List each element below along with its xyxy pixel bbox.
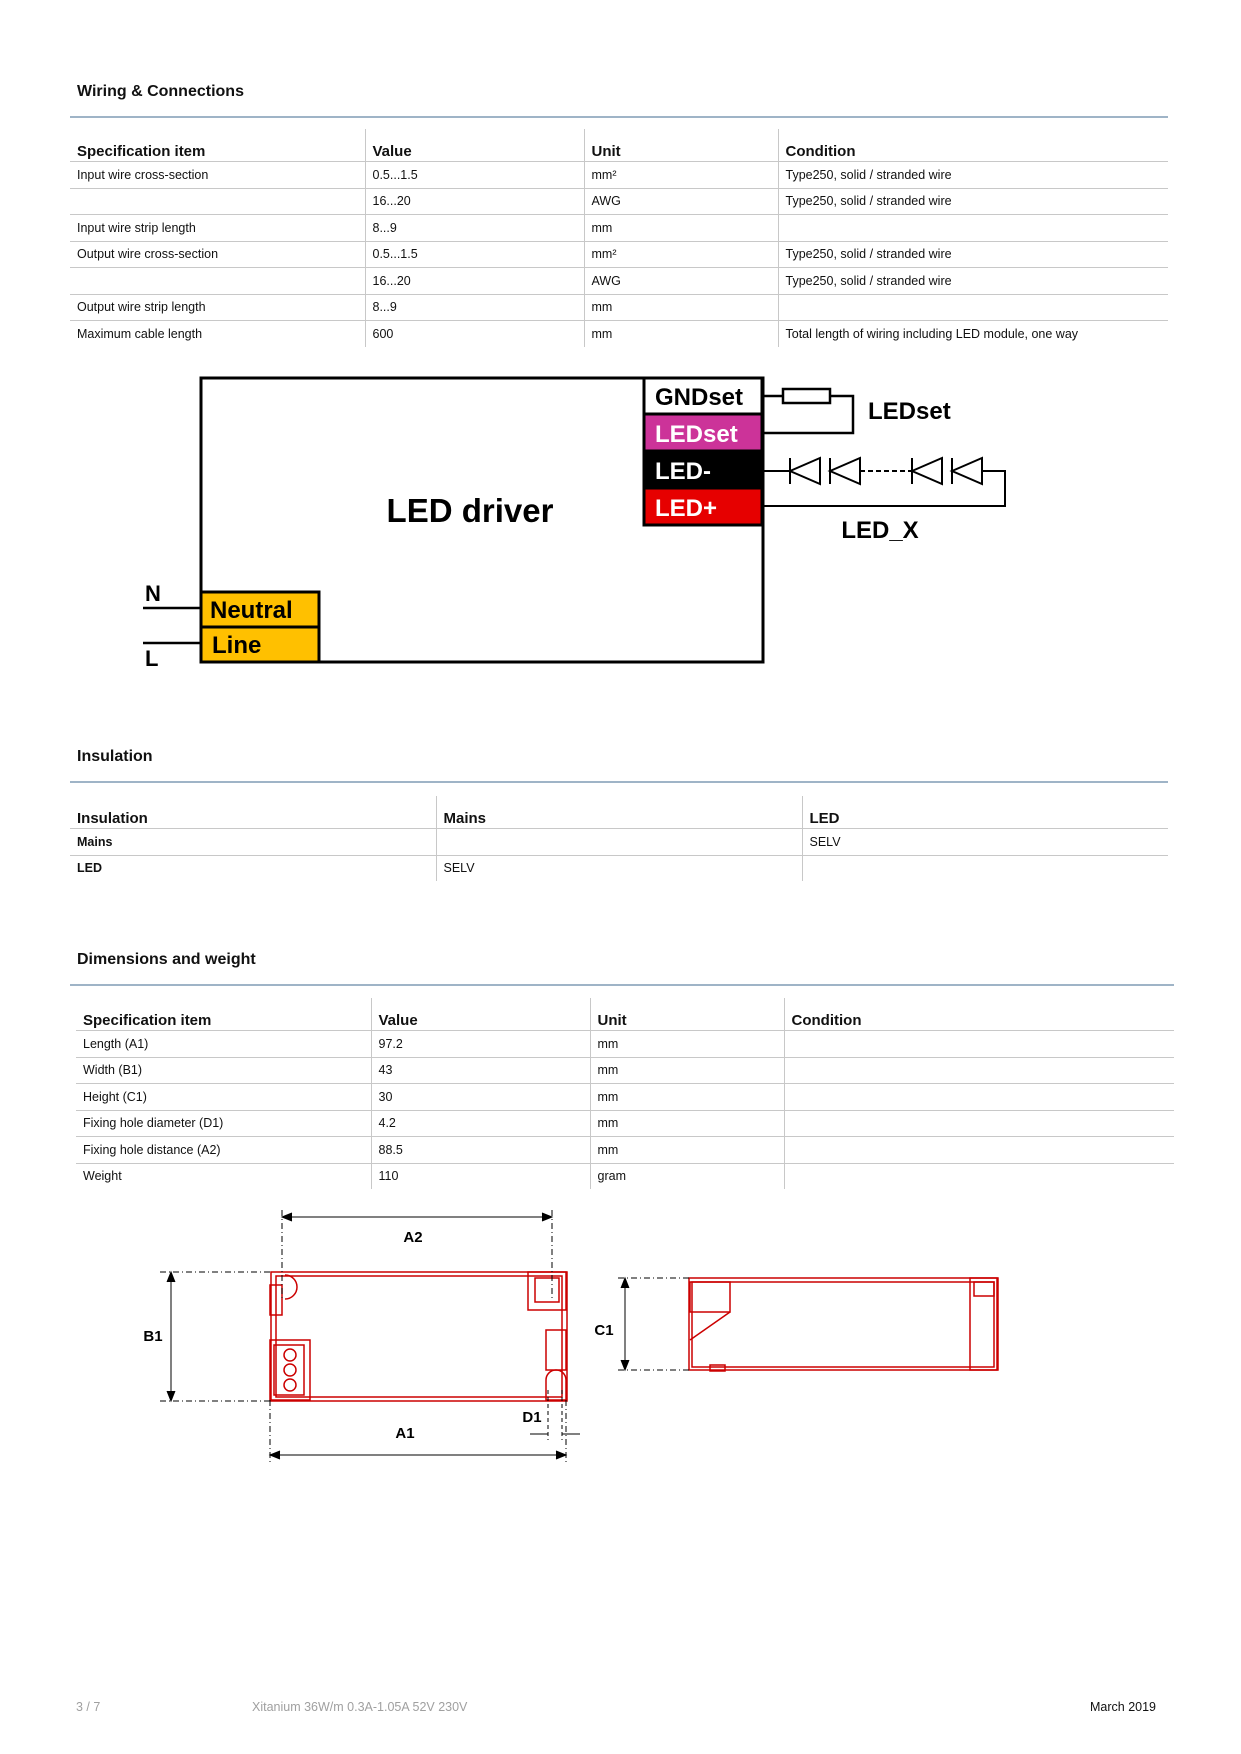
table-cell: mm [590, 1084, 784, 1111]
table-cell: Type250, solid / stranded wire [778, 241, 1168, 268]
c1-label: C1 [594, 1322, 614, 1339]
table-row [76, 1057, 1174, 1084]
product-name: Xitanium 36W/m 0.3A-1.05A 52V 230V [252, 1700, 468, 1714]
top-view-outline [270, 1272, 567, 1401]
table-cell: Output wire cross-section [70, 241, 365, 268]
table-row [76, 1110, 1174, 1137]
column-header: Unit [584, 129, 778, 162]
table-cell: 97.2 [371, 1031, 590, 1058]
table-cell: 8...9 [365, 294, 584, 321]
table-cell: AWG [584, 188, 778, 215]
table-cell: Input wire cross-section [70, 162, 365, 189]
table-row [70, 855, 1168, 881]
table-header-row [76, 998, 1174, 1031]
table-cell: 600 [365, 321, 584, 347]
side-view-outline [689, 1278, 998, 1371]
table-row [76, 1031, 1174, 1058]
table-cell: mm [590, 1137, 784, 1164]
row-header-cell: Mains [70, 829, 436, 856]
ledset-label: LEDset [655, 421, 738, 448]
column-header: Unit [590, 998, 784, 1031]
table-cell: mm [590, 1057, 784, 1084]
document-date: March 2019 [1090, 1700, 1157, 1714]
table-cell: Length (A1) [76, 1031, 371, 1058]
table-cell: 110 [371, 1163, 590, 1189]
dimensions-section-title: Dimensions and weight [77, 951, 256, 968]
insulation-section-title: Insulation [77, 748, 153, 765]
table-cell: mm² [584, 241, 778, 268]
table-cell: Width (B1) [76, 1057, 371, 1084]
gndset-label: GNDset [655, 384, 744, 411]
column-header: Condition [778, 129, 1168, 162]
table-cell: mm [584, 294, 778, 321]
l-label: L [145, 646, 159, 671]
table-cell [784, 1137, 1174, 1164]
ledset-resistor-circuit [762, 389, 853, 433]
table-header-row [70, 796, 1168, 829]
column-header: Value [371, 998, 590, 1031]
table-cell: 4.2 [371, 1110, 590, 1137]
dimensions-section-rule [70, 984, 1174, 986]
table-cell: mm [584, 215, 778, 242]
led-plus-label: LED+ [655, 495, 718, 522]
dimensions-table [76, 998, 1174, 1189]
table-cell [784, 1084, 1174, 1111]
table-cell: Height (C1) [76, 1084, 371, 1111]
table-row [76, 1163, 1174, 1189]
table-cell: Input wire strip length [70, 215, 365, 242]
table-cell [802, 855, 1168, 881]
table-cell: 16...20 [365, 268, 584, 295]
column-header: LED [802, 796, 1168, 829]
d1-label: D1 [522, 1409, 542, 1426]
wiring-diagram [0, 0, 1241, 700]
table-cell: SELV [802, 829, 1168, 856]
page-number: 3 / 7 [76, 1700, 101, 1714]
table-cell: Type250, solid / stranded wire [778, 162, 1168, 189]
table-cell: Maximum cable length [77, 326, 203, 341]
table-cell: mm² [584, 162, 778, 189]
table-cell: Weight [83, 1169, 122, 1184]
table-cell: AWG [584, 268, 778, 295]
table-cell: mm [584, 321, 778, 347]
table-cell: Fixing hole diameter (D1) [76, 1110, 371, 1137]
table-cell: Output wire strip length [70, 294, 365, 321]
table-cell: 43 [371, 1057, 590, 1084]
table-cell: SELV [436, 855, 802, 881]
a1-label: A1 [395, 1425, 415, 1442]
table-cell: Fixing hole distance (A2) [76, 1137, 371, 1164]
table-cell [784, 1163, 1174, 1189]
table-row [76, 1084, 1174, 1111]
table-row [76, 1137, 1174, 1164]
table-cell: 8...9 [365, 215, 584, 242]
ledset-resistor-label: LEDset [868, 398, 951, 425]
table-cell: 0.5...1.5 [365, 241, 584, 268]
table-cell [784, 1031, 1174, 1058]
table-cell [784, 1110, 1174, 1137]
column-header: Insulation [70, 796, 436, 829]
table-cell: 88.5 [371, 1137, 590, 1164]
column-header: Condition [784, 998, 1174, 1031]
table-cell [436, 829, 802, 856]
table-cell: 30 [371, 1084, 590, 1111]
column-header: Mains [436, 796, 802, 829]
led-x-label: LED_X [841, 517, 919, 544]
wiring-section-title: Wiring & Connections [77, 83, 244, 100]
column-header: Value [365, 129, 584, 162]
table-row [70, 829, 1168, 856]
table-cell: Type250, solid / stranded wire [778, 268, 1168, 295]
insulation-section-rule [70, 781, 1168, 783]
table-cell: Type250, solid / stranded wire [778, 188, 1168, 215]
led-string [762, 458, 1005, 506]
column-header: Specification item [76, 998, 371, 1031]
table-cell: 16...20 [365, 188, 584, 215]
a2-label: A2 [403, 1229, 423, 1246]
insulation-table [70, 796, 1168, 881]
led-minus-label: LED- [655, 458, 711, 485]
table-cell: mm [590, 1110, 784, 1137]
led-driver-label: LED driver [386, 492, 554, 529]
row-header-cell: LED [77, 861, 102, 876]
table-cell: Total length of wiring including LED module, one way [778, 321, 1168, 347]
b1-label: B1 [143, 1328, 163, 1345]
line-label: Line [212, 632, 262, 659]
column-header: Specification item [70, 129, 365, 162]
table-cell [784, 1057, 1174, 1084]
table-cell: gram [590, 1163, 784, 1189]
neutral-label: Neutral [210, 597, 293, 624]
table-cell: mm [590, 1031, 784, 1058]
table-cell: 0.5...1.5 [365, 162, 584, 189]
dimension-drawing [0, 1200, 1241, 1480]
n-label: N [145, 581, 161, 606]
